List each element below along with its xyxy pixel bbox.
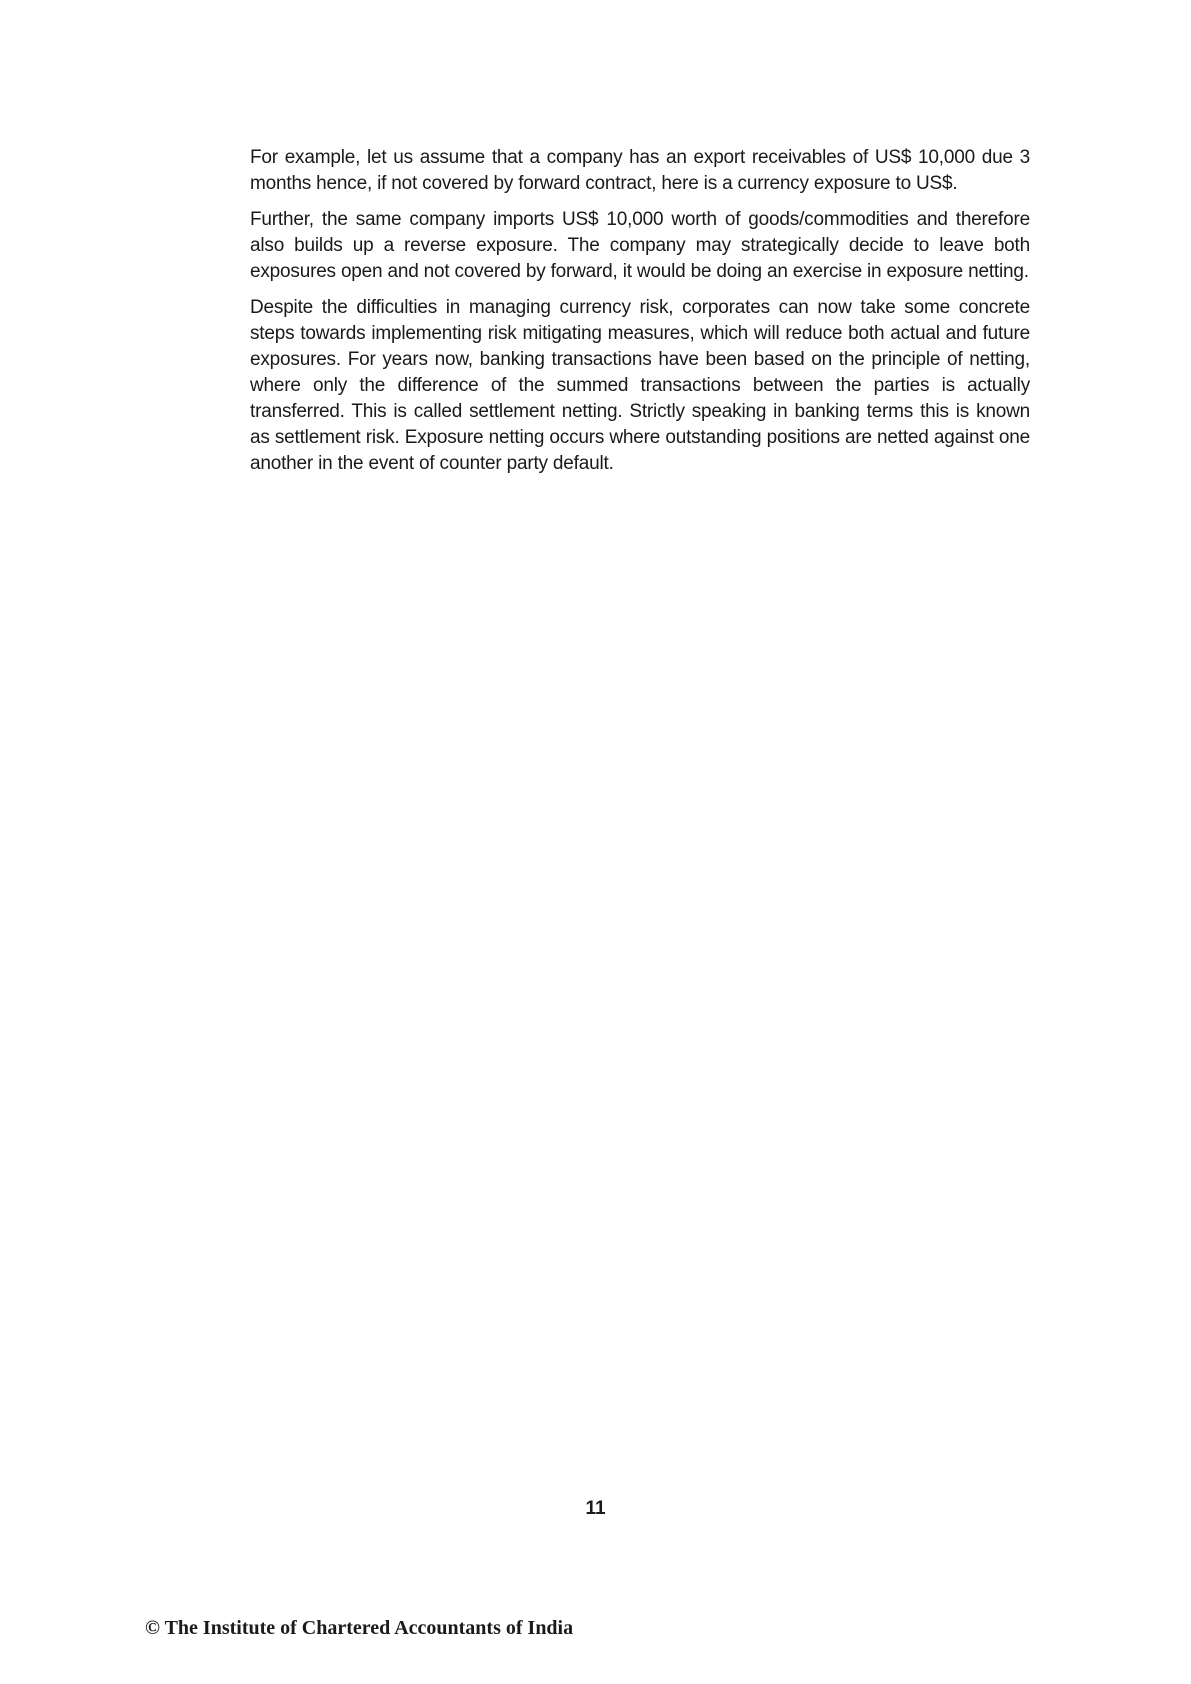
paragraph-example: For example, let us assume that a company has an export receivables of US$ 10,000 due 3 months hence, if not covered by forward contract, here is a currency exposure to US$. [250, 147, 1030, 194]
page-number: 11 [585, 1498, 606, 1519]
page-body [250, 145, 1030, 487]
paragraph-netting: Despite the difficulties in managing currency risk, corporates can now take some concrete steps towards implementing risk mitigating measures, which will reduce both actual and future exposures. For years now, banking transactions have been based on the principle of netting, where only the difference of the summed transactions between the parties is actually transferred. This is called settlement netting. Strictly speaking in banking terms this is known as settlement risk. Exposure netting occurs where outstanding positions are netted against one another in the event of counter party default. [250, 297, 1030, 474]
paragraph-reverse-exposure: Further, the same company imports US$ 10,000 worth of goods/commodities and therefore also builds up a reverse exposure. The company may strategically decide to leave both exposures open and not covered by forward, it would be doing an exercise in exposure netting. [250, 209, 1030, 282]
copyright-notice: © The Institute of Chartered Accountants of India [145, 1617, 574, 1639]
